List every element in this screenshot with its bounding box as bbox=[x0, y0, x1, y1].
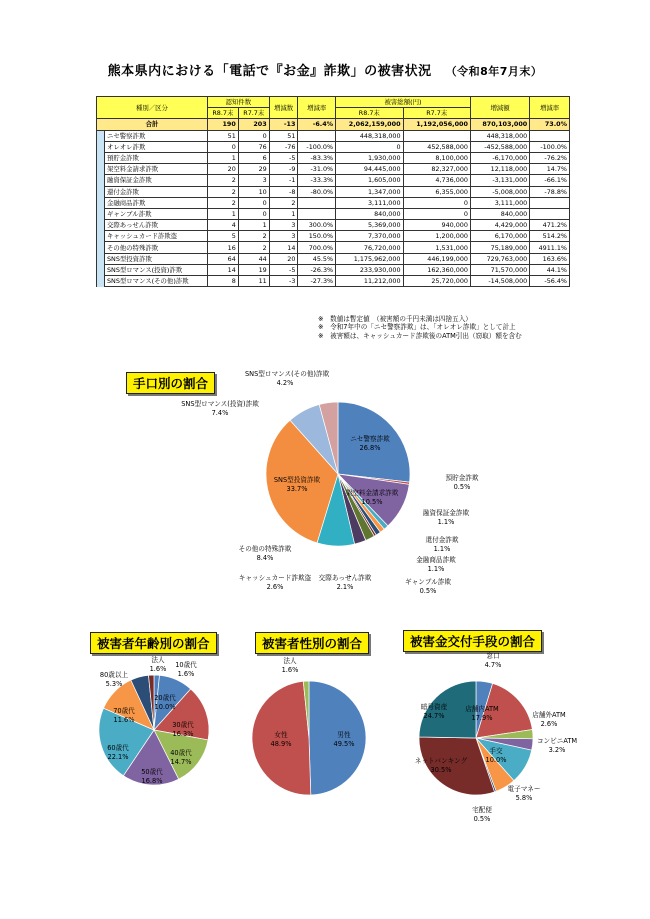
cell-a8: 233,930,000 bbox=[336, 264, 403, 275]
slice-label-value: 5.8% bbox=[515, 794, 533, 802]
cell-a8: 840,000 bbox=[336, 208, 403, 219]
slice-label-name: ニセ警察詐欺 bbox=[350, 435, 390, 443]
cell-ar: -76.2% bbox=[530, 152, 570, 163]
cell-c7: 0 bbox=[238, 197, 269, 208]
cell-ar: 73.0% bbox=[530, 119, 570, 130]
cell-c8: 64 bbox=[207, 253, 238, 264]
slice-label bbox=[396, 556, 476, 574]
cell-c7: 19 bbox=[238, 264, 269, 275]
slice-label-name: その他の特殊詐欺 bbox=[238, 545, 292, 553]
slice-label-name: 80歳以上 bbox=[99, 671, 129, 679]
cell-a8: 11,212,000 bbox=[336, 276, 403, 287]
slice-label-value: 30.5% bbox=[430, 766, 452, 774]
cell-ad: 729,763,000 bbox=[470, 253, 529, 264]
cell-ad: 12,118,000 bbox=[470, 164, 529, 175]
cell-c7: 10 bbox=[238, 186, 269, 197]
cell-d: -8 bbox=[269, 186, 298, 197]
cell-d: 1 bbox=[269, 208, 298, 219]
cell-a7: 6,355,000 bbox=[403, 186, 470, 197]
cell-a8: 94,445,000 bbox=[336, 164, 403, 175]
cell-a8: 0 bbox=[336, 141, 403, 152]
cell-c8: 2 bbox=[207, 186, 238, 197]
cell-a7: 1,200,000 bbox=[403, 231, 470, 242]
cell-r: -6.4% bbox=[298, 119, 336, 130]
row-kind: 合計 bbox=[97, 119, 208, 130]
slice-label-name: SNS型ロマンス(その他)詐欺 bbox=[245, 370, 330, 378]
slice-label-value: 1.6% bbox=[281, 666, 299, 674]
row-kind: 交際あっせん詐欺 bbox=[105, 220, 208, 231]
cell-c8: 190 bbox=[207, 119, 238, 130]
slice-label-name: SNS型ロマンス(投資)詐欺 bbox=[181, 400, 259, 408]
cell-c8: 16 bbox=[207, 242, 238, 253]
cell-ar: 4911.1% bbox=[530, 242, 570, 253]
cell-ad: 3,111,000 bbox=[470, 197, 529, 208]
slice-label bbox=[453, 652, 533, 670]
row-kind: 架空料金請求詐欺 bbox=[105, 164, 208, 175]
cell-d: -9 bbox=[269, 164, 298, 175]
cell-ad: 840,000 bbox=[470, 208, 529, 219]
slice-label-name: 暗号資産 bbox=[420, 703, 448, 711]
cell-r: -33.3% bbox=[298, 175, 336, 186]
cell-a7: 452,588,000 bbox=[403, 141, 470, 152]
cell-ad: 870,103,000 bbox=[470, 119, 529, 130]
title-date: （令和8年7月末） bbox=[445, 65, 543, 78]
cell-r: -83.3% bbox=[298, 152, 336, 163]
cell-c8: 2 bbox=[207, 175, 238, 186]
cell-c8: 20 bbox=[207, 164, 238, 175]
slice-label-value: 4.7% bbox=[484, 661, 502, 669]
cell-r: 150.0% bbox=[298, 231, 336, 242]
slice-label-value: 22.1% bbox=[107, 753, 129, 761]
slice-label bbox=[394, 703, 474, 721]
row-kind: 金融商品詐欺 bbox=[105, 197, 208, 208]
cell-ad: -6,170,000 bbox=[470, 152, 529, 163]
slice-label bbox=[509, 711, 589, 729]
cell-c8: 2 bbox=[207, 197, 238, 208]
slice-label bbox=[225, 545, 305, 563]
cell-r: -26.3% bbox=[298, 264, 336, 275]
cell-a8: 1,347,000 bbox=[336, 186, 403, 197]
slice-label-value: 0.5% bbox=[473, 815, 491, 823]
slice-label-name: キャッシュカード詐欺盗 bbox=[238, 574, 312, 582]
heading-gender: 被害者性別の割合 bbox=[255, 632, 369, 654]
slice-label-name: 50歳代 bbox=[141, 768, 163, 776]
slice-label-value: 11.6% bbox=[113, 716, 135, 724]
title-text: 熊本県内における「電話で『お金』詐欺」の被害状況 bbox=[107, 64, 432, 79]
slice-label-name: 架空料金請求詐欺 bbox=[345, 489, 399, 497]
slice-label-value: 16.3% bbox=[172, 730, 194, 738]
slice-label bbox=[257, 476, 337, 494]
cell-c8: 5 bbox=[207, 231, 238, 242]
slice-label-value: 10.5% bbox=[361, 498, 383, 506]
slice-label-value: 24.7% bbox=[423, 712, 445, 720]
cell-d: -76 bbox=[269, 141, 298, 152]
slice-label bbox=[402, 536, 482, 554]
header-amount-r8: R8.7末 bbox=[336, 108, 403, 119]
cell-c8: 14 bbox=[207, 264, 238, 275]
row-kind: 融資保証金詐欺 bbox=[105, 175, 208, 186]
slice-label bbox=[332, 489, 412, 507]
header-amount: 被害総額(円) bbox=[336, 97, 471, 108]
row-kind: ギャンブル詐欺 bbox=[105, 208, 208, 219]
slice-label bbox=[388, 578, 468, 596]
cell-r: -80.0% bbox=[298, 186, 336, 197]
row-kind: 還付金詐欺 bbox=[105, 186, 208, 197]
cell-d: 51 bbox=[269, 130, 298, 141]
slice-label-value: 3.2% bbox=[548, 746, 566, 754]
cell-a8: 448,318,000 bbox=[336, 130, 403, 141]
slice-label-name: 法人 bbox=[283, 657, 297, 665]
slice-label-value: 14.7% bbox=[170, 758, 192, 766]
slice-label-value: 2.1% bbox=[336, 583, 354, 591]
cell-d: -13 bbox=[269, 119, 298, 130]
slice-label bbox=[422, 474, 502, 492]
slice-label-value: 4.2% bbox=[276, 379, 294, 387]
cell-c8: 0 bbox=[207, 141, 238, 152]
cell-c7: 6 bbox=[238, 152, 269, 163]
slice-label-name: 交際あっせん詐欺 bbox=[318, 574, 372, 582]
cell-c7: 1 bbox=[238, 220, 269, 231]
slice-label bbox=[118, 656, 198, 674]
slice-label-value: 1.6% bbox=[177, 670, 195, 678]
cell-c7: 44 bbox=[238, 253, 269, 264]
slice-label-name: 10歳代 bbox=[175, 661, 197, 669]
slice-label bbox=[245, 370, 330, 388]
slice-label-value: 1.1% bbox=[437, 518, 455, 526]
cell-a7: 1,192,056,000 bbox=[403, 119, 470, 130]
cell-c7: 76 bbox=[238, 141, 269, 152]
slice-label-value: 33.7% bbox=[286, 485, 308, 493]
header-count-r8: R8.7末 bbox=[207, 108, 238, 119]
cell-ad: -3,131,000 bbox=[470, 175, 529, 186]
cell-a7: 0 bbox=[403, 197, 470, 208]
cell-ad: 71,570,000 bbox=[470, 264, 529, 275]
cell-a8: 1,175,962,000 bbox=[336, 253, 403, 264]
cell-r: 700.0% bbox=[298, 242, 336, 253]
cell-a8: 5,369,000 bbox=[336, 220, 403, 231]
cell-a7: 446,199,000 bbox=[403, 253, 470, 264]
header-count-r7: R7.7末 bbox=[238, 108, 269, 119]
cell-c7: 2 bbox=[238, 242, 269, 253]
cell-ar: 514.2% bbox=[530, 231, 570, 242]
slice-label-value: 5.3% bbox=[105, 680, 123, 688]
cell-a7: 940,000 bbox=[403, 220, 470, 231]
slice-label-name: 預貯金詐欺 bbox=[445, 474, 479, 482]
cell-d: -5 bbox=[269, 264, 298, 275]
cell-ar: -100.0% bbox=[530, 141, 570, 152]
cell-d: 14 bbox=[269, 242, 298, 253]
slice-label-value: 2.6% bbox=[266, 583, 284, 591]
slice-label-value: 10.0% bbox=[485, 756, 507, 764]
cell-a7: 8,100,000 bbox=[403, 152, 470, 163]
slice-label-value: 0.5% bbox=[453, 483, 471, 491]
slice-label bbox=[180, 400, 260, 418]
header-amount-r7: R7.7末 bbox=[403, 108, 470, 119]
slice-label-name: 金融商品詐欺 bbox=[416, 556, 456, 564]
cell-d: 3 bbox=[269, 231, 298, 242]
slice-label-name: 店舗内ATM bbox=[465, 705, 499, 713]
cell-c8: 8 bbox=[207, 276, 238, 287]
slice-label-name: ギャンブル詐欺 bbox=[405, 578, 451, 586]
cell-c7: 29 bbox=[238, 164, 269, 175]
slice-label-name: 宅配便 bbox=[472, 806, 492, 814]
slice-label-name: 60歳代 bbox=[107, 744, 129, 752]
row-kind: SNS型ロマンス(投資)詐欺 bbox=[105, 264, 208, 275]
slice-label bbox=[330, 435, 410, 453]
slice-label-value: 0.5% bbox=[419, 587, 437, 595]
cell-a7: 0 bbox=[403, 208, 470, 219]
cell-ad: 448,318,000 bbox=[470, 130, 529, 141]
slice-label-name: コンビニATM bbox=[536, 737, 578, 745]
cell-d: 20 bbox=[269, 253, 298, 264]
cell-c7: 203 bbox=[238, 119, 269, 130]
cell-ar: 14.7% bbox=[530, 164, 570, 175]
cell-a7: 4,736,000 bbox=[403, 175, 470, 186]
cell-ad: 75,189,000 bbox=[470, 242, 529, 253]
cell-r: -27.3% bbox=[298, 276, 336, 287]
row-kind: 預貯金詐欺 bbox=[105, 152, 208, 163]
cell-a8: 1,930,000 bbox=[336, 152, 403, 163]
slice-label bbox=[78, 744, 158, 762]
cell-ad: -452,588,000 bbox=[470, 141, 529, 152]
slice-label-value: 7.4% bbox=[211, 409, 229, 417]
cell-d: 3 bbox=[269, 220, 298, 231]
row-kind: ニセ警察詐欺 bbox=[105, 130, 208, 141]
slice-label bbox=[84, 707, 164, 725]
slice-label bbox=[241, 731, 321, 749]
cell-c7: 0 bbox=[238, 208, 269, 219]
slice-label-name: 手交 bbox=[489, 747, 503, 755]
header-count: 認知件数 bbox=[207, 97, 269, 108]
cell-r: -31.0% bbox=[298, 164, 336, 175]
note-line: ※ 被害額は、キャッシュカード詐欺後のATM引出（窃取）額を含む bbox=[318, 331, 522, 340]
slice-label-value: 1.6% bbox=[149, 665, 167, 673]
header-rate: 増減率 bbox=[298, 97, 336, 119]
slice-label-name: 融資保証金詐欺 bbox=[422, 509, 470, 517]
row-kind: オレオレ詐欺 bbox=[105, 141, 208, 152]
cell-ar: 163.6% bbox=[530, 253, 570, 264]
cell-r: 45.5% bbox=[298, 253, 336, 264]
cell-a8: 1,605,000 bbox=[336, 175, 403, 186]
header-kind: 種別／区分 bbox=[97, 97, 208, 119]
row-kind: キャッシュカード詐欺盗 bbox=[105, 231, 208, 242]
cell-ar: -66.1% bbox=[530, 175, 570, 186]
slice-label-name: 30歳代 bbox=[172, 721, 194, 729]
cell-c7: 0 bbox=[238, 130, 269, 141]
cell-a7: 82,327,000 bbox=[403, 164, 470, 175]
slice-label-name: ネットバンキング bbox=[414, 757, 468, 765]
heading-method: 手口別の割合 bbox=[126, 372, 215, 394]
slice-label-name: 20歳代 bbox=[154, 694, 176, 702]
note-line: ※ 数値は暫定値 （被害額の千円未満は四捨五入） bbox=[318, 315, 472, 323]
row-kind: その他の特殊詐欺 bbox=[105, 242, 208, 253]
cell-d: -5 bbox=[269, 152, 298, 163]
header-rate2: 増減率 bbox=[530, 97, 570, 119]
slice-label-value: 10.0% bbox=[154, 703, 176, 711]
slice-label-name: 40歳代 bbox=[170, 749, 192, 757]
cell-d: -3 bbox=[269, 276, 298, 287]
slice-label-value: 26.8% bbox=[359, 444, 381, 452]
slice-label-value: 1.1% bbox=[427, 565, 445, 573]
cell-ad: 6,170,000 bbox=[470, 231, 529, 242]
cell-c7: 11 bbox=[238, 276, 269, 287]
slice-label-name: 窓口 bbox=[486, 652, 500, 660]
slice-label-name: 店舗外ATM bbox=[532, 711, 566, 719]
slice-label bbox=[484, 785, 564, 803]
cell-ar: 44.1% bbox=[530, 264, 570, 275]
cell-c7: 3 bbox=[238, 175, 269, 186]
slice-label-value: 49.5% bbox=[333, 740, 355, 748]
slice-label-value: 17.9% bbox=[471, 714, 493, 722]
cell-ar: -78.8% bbox=[530, 186, 570, 197]
note-line: ※ 令和7年中の「ニセ警察詐欺」は、「オレオレ詐欺」として計上 bbox=[318, 323, 516, 332]
cell-ad: -14,508,000 bbox=[470, 276, 529, 287]
cell-a7: 162,360,000 bbox=[403, 264, 470, 275]
slice-label-value: 8.4% bbox=[256, 554, 274, 562]
slice-label-value: 2.6% bbox=[540, 720, 558, 728]
cell-a7: 1,531,000 bbox=[403, 242, 470, 253]
cell-a8: 2,062,159,000 bbox=[336, 119, 403, 130]
slice-label bbox=[250, 657, 330, 675]
cell-a8: 3,111,000 bbox=[336, 197, 403, 208]
cell-c7: 2 bbox=[238, 231, 269, 242]
slice-label-value: 16.8% bbox=[141, 777, 163, 785]
cell-c8: 1 bbox=[207, 208, 238, 219]
slice-label-value: 1.1% bbox=[433, 545, 451, 553]
cell-d: 2 bbox=[269, 197, 298, 208]
row-kind: SNS型投資詐欺 bbox=[105, 253, 208, 264]
heading-delivery: 被害金交付手段の割合 bbox=[403, 630, 542, 652]
slice-label bbox=[305, 574, 385, 592]
cell-a7: 25,720,000 bbox=[403, 276, 470, 287]
slice-label bbox=[442, 806, 522, 824]
slice-label-name: 電子マネー bbox=[507, 785, 541, 793]
cell-c8: 1 bbox=[207, 152, 238, 163]
slice-label-name: 70歳代 bbox=[113, 707, 135, 715]
cell-ad: -5,008,000 bbox=[470, 186, 529, 197]
cell-ar: -56.4% bbox=[530, 276, 570, 287]
slice-label bbox=[406, 509, 486, 527]
slice-label bbox=[401, 757, 481, 775]
header-amount-diff: 増減額 bbox=[470, 97, 529, 119]
row-kind: SNS型ロマンス(その他)詐欺 bbox=[105, 276, 208, 287]
cell-c8: 51 bbox=[207, 130, 238, 141]
slice-label-name: 法人 bbox=[151, 656, 165, 664]
slice-label-name: 還付金詐欺 bbox=[425, 536, 459, 544]
slice-label-name: 男性 bbox=[337, 731, 351, 739]
header-diff: 増減数 bbox=[269, 97, 298, 119]
cell-d: -1 bbox=[269, 175, 298, 186]
slice-label bbox=[235, 574, 315, 592]
cell-ar: 471.2% bbox=[530, 220, 570, 231]
cell-a8: 7,370,000 bbox=[336, 231, 403, 242]
slice-label-name: 女性 bbox=[274, 731, 288, 739]
heading-age: 被害者年齢別の割合 bbox=[90, 632, 217, 654]
slice-label-name: SNS型投資詐欺 bbox=[273, 476, 321, 484]
cell-r: 300.0% bbox=[298, 220, 336, 231]
cell-a8: 76,720,000 bbox=[336, 242, 403, 253]
slice-label-value: 48.9% bbox=[270, 740, 292, 748]
cell-ad: 4,429,000 bbox=[470, 220, 529, 231]
cell-c8: 4 bbox=[207, 220, 238, 231]
cell-r: -100.0% bbox=[298, 141, 336, 152]
slice-label bbox=[112, 768, 192, 786]
